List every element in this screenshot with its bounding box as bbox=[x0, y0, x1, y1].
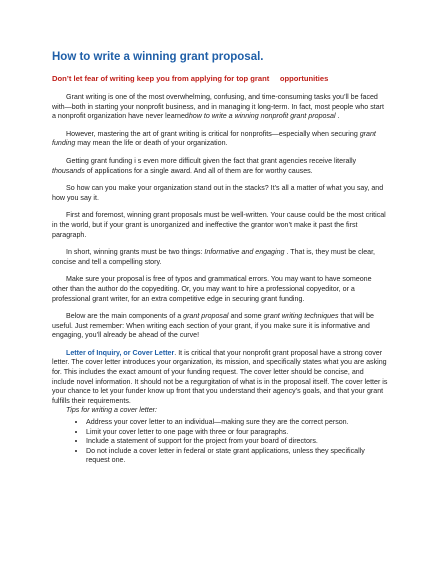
p6-text: In short, winning grants must be two things: bbox=[66, 248, 205, 257]
page-title: How to write a winning grant proposal. bbox=[52, 51, 264, 63]
paragraph-well-written: First and foremost, winning grant proposals must be well-written. Your cause could be the most critical in the world, but if your grant is unorganized and ineffective the grantor won’t make it past the first paragraph. bbox=[52, 211, 386, 239]
p6-end: . That is, they must be clear, concise and tell a compelling story. bbox=[52, 248, 376, 266]
paragraph-funding bbox=[52, 157, 388, 176]
paragraph-components bbox=[52, 312, 388, 341]
p2-text: However, mastering the art of grant writing is critical for nonprofits—especially when securing bbox=[66, 129, 360, 138]
p8-italic-d: grant writing techniques bbox=[263, 312, 339, 321]
paragraph-intro bbox=[52, 93, 388, 122]
paragraph-mastering bbox=[52, 130, 388, 149]
p2-italic: grant funding bbox=[52, 129, 376, 148]
tips-list bbox=[52, 418, 388, 466]
paragraph-cover-letter bbox=[52, 349, 388, 407]
tips-label: Tips for writing a cover letter: bbox=[66, 406, 158, 415]
p8-text-e: that will be useful. Just remember: When writing each section of your grant, if you make sure it is informative and engaging, you’ll already be ahead of the curve! bbox=[52, 312, 375, 340]
letter-of-inquiry-term: Letter of Inquiry, or Cover Letter bbox=[66, 348, 175, 357]
paragraph-typos: Make sure your proposal is free of typos and grammatical errors. You may want to have someone other than the author do the copyediting. Or, you may want to hire a professional copyeditor, or a professional grant writer, for an extra competitive edge in securing grant funding. bbox=[52, 275, 372, 303]
list-item: • Include a statement of support for the project from your board of directors. bbox=[86, 437, 388, 447]
p1-italic: how to write a winning nonprofit grant proposal bbox=[188, 112, 336, 121]
subheading: Don’t let fear of writing keep you from applying for top grant opportunities bbox=[52, 74, 329, 83]
p8-text-a: Below are the main components of a bbox=[66, 312, 184, 321]
p3-text: Getting grant funding i s even more difficult given the fact that grant agencies receive literally bbox=[66, 156, 357, 165]
list-item: • Address your cover letter to an individual—making sure they are the correct person. bbox=[86, 418, 388, 428]
p6-italic: Informative and engaging bbox=[204, 248, 285, 257]
p1-end: . bbox=[335, 112, 340, 121]
list-item: • Do not include a cover letter in federal or state grant applications, unless they specifically request one. bbox=[86, 447, 388, 466]
list-item: • Limit your cover letter to one page with three or four paragraphs. bbox=[86, 428, 388, 438]
p8-text-c: and some bbox=[228, 312, 264, 321]
paragraph-two-things bbox=[52, 248, 388, 267]
p8-italic-b: grant proposal bbox=[183, 312, 229, 321]
p1-text: Grant writing is one of the most overwhelming, confusing, and time-consuming tasks you’ll be faced with—both in starting your nonprofit business, and in managing it long-term. In fact, most people who start a nonprofit organization have never learned bbox=[52, 93, 385, 121]
p2-end: may mean the life or death of your organization. bbox=[75, 139, 228, 148]
p9-text: . It is critical that your nonprofit grant proposal have a strong cover letter. The cover letter introduces your organization, its mission, and specifically states what you are asking for. This includes the exact amount of your funding request. The cover letter should be concise, and include novel information. It should not be a regurgitation of what is in the proposal itself. The cover letter is your chance to let your funder know up front that you understand their agency’s goals, and that your grant fulfills their requirements. bbox=[52, 348, 388, 405]
p3-italic: thousands bbox=[52, 166, 85, 175]
paragraph-stand-out: So how can you make your organization stand out in the stacks? It’s all a matter of what you say, and how you say it. bbox=[52, 184, 384, 202]
p3-end: of applications for a single award. And all of them are for worthy causes. bbox=[84, 166, 313, 175]
